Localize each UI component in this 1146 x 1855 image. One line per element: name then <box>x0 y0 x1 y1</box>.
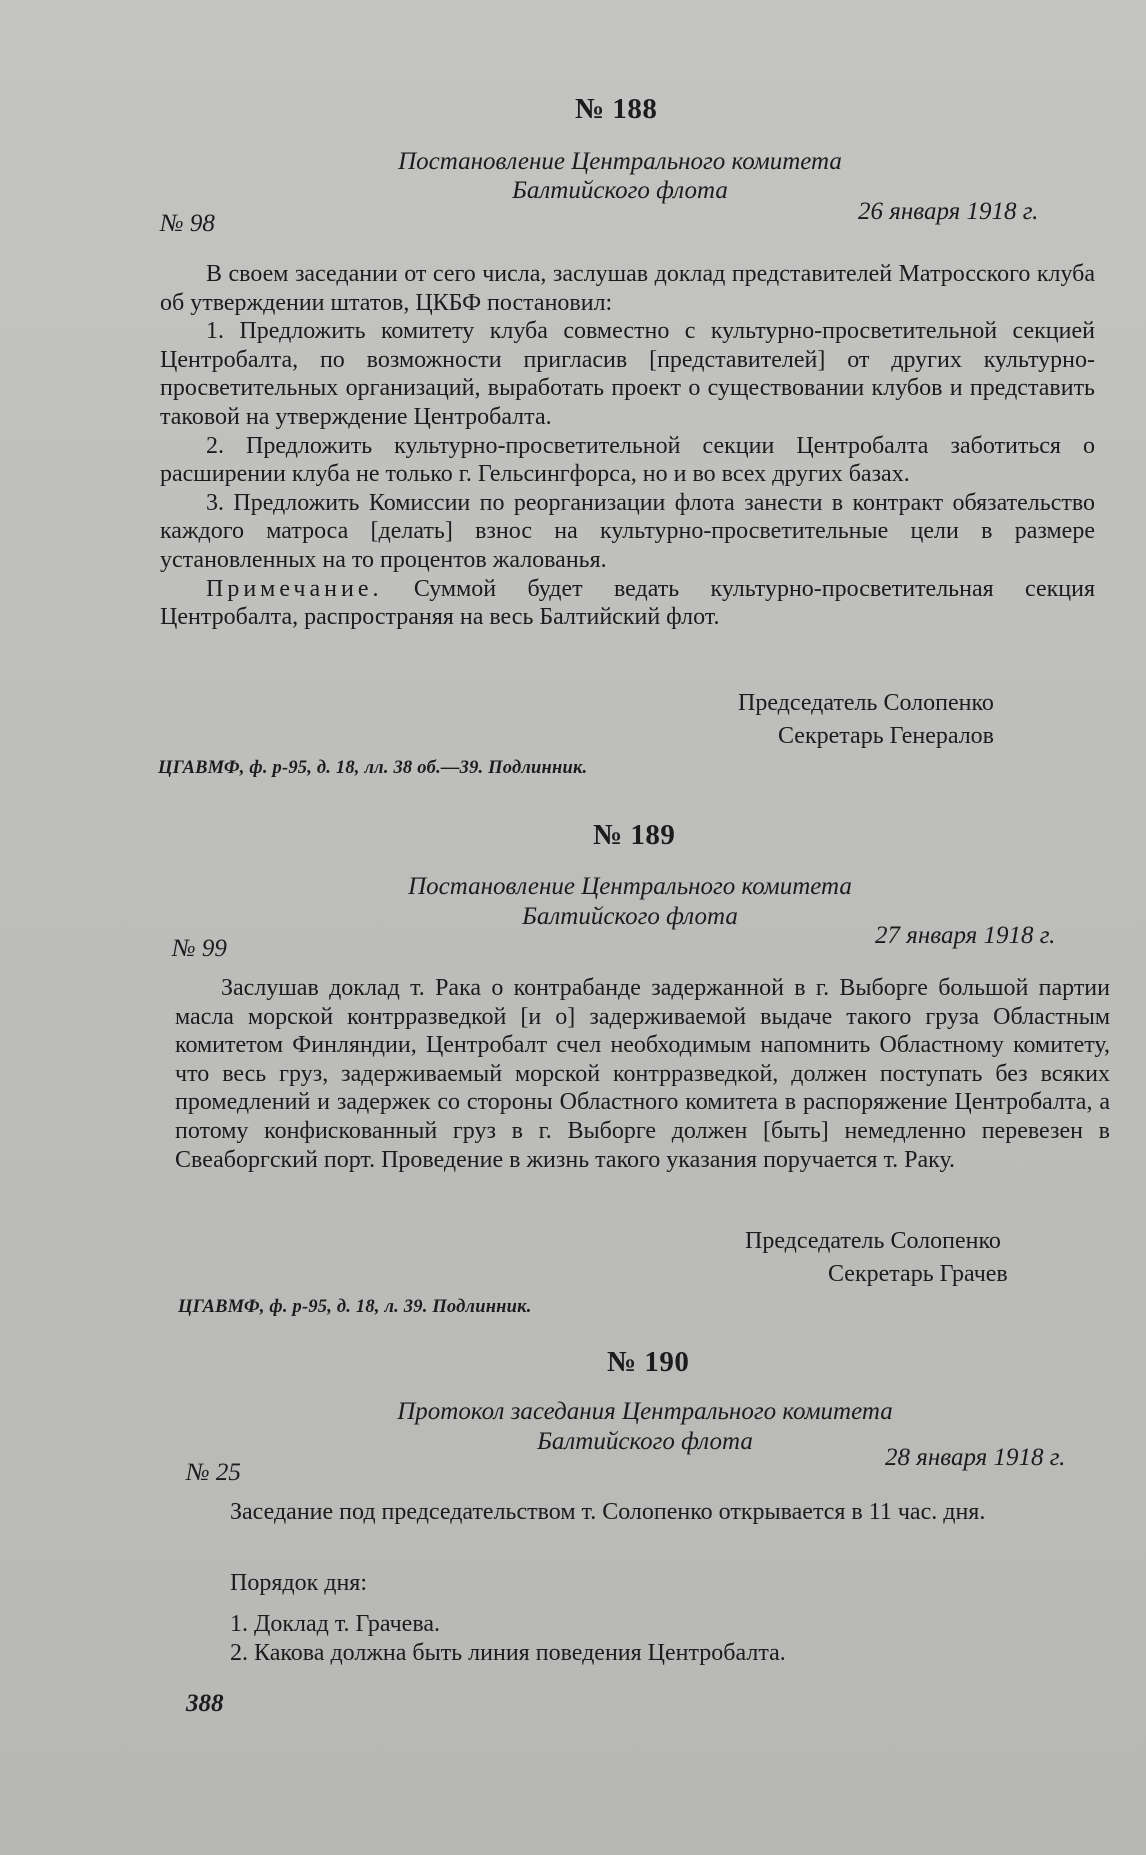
secretary-signature: Секретарь Генералов <box>778 723 995 749</box>
note-text: Суммой будет ведать культурно-просветительная секция Центробалта, распространяя на весь Балтийский флот. <box>160 575 1095 631</box>
doc-number: № 189 <box>593 819 676 851</box>
doc-body <box>175 974 1110 1174</box>
paragraph: В своем заседании от сего числа, заслушав доклад представителей Матросского клуба об утверждении штатов, ЦКБФ постановил: <box>160 261 1095 316</box>
paragraph: 2. Предложить культурно-просветительной секции Центробалта заботиться о расширении клуба не только г. Гельсингфорса, но и во всех других базах. <box>160 432 1095 488</box>
agenda-item: 1. Доклад т. Грачева. <box>230 1611 440 1637</box>
doc-number: № 188 <box>575 93 658 125</box>
agenda-item: 2. Какова должна быть линия поведения Центробалта. <box>230 1639 786 1666</box>
doc-registration-number: № 98 <box>160 210 215 237</box>
agenda-label: Порядок дня: <box>230 1570 368 1596</box>
paragraph: Заседание под председательством т. Солопенко открывается в 11 час. дня. <box>230 1499 986 1525</box>
note-label: Примечание. <box>206 575 383 602</box>
paragraph: 1. Предложить комитету клуба совместно с культурно-просветительной секцией Центробалта, по возможности пригласив [представителей] от других культурно-просветительных организаций, выработать проект о существовании клубов и представить таковой на утверждение Центробалта. <box>160 318 1095 430</box>
doc-number: № 190 <box>607 1346 690 1378</box>
paragraph: Заслушав доклад т. Рака о контрабанде задержанной в г. Выборге большой партии масла морской контрразведкой [и о] задерживаемой выдаче такого груза Областным комитетом Финляндии, Центробалт счел необходимым напомнить Областному комитету, что весь груз, задерживаемый морской контрразведкой, должен поступать без всяких промедлений и задержек со стороны Областного комитета в распоряжение Центробалта, а потому конфискованный груз в г. Выборге должен [быть] немедленно перевезен в Свеаборгский порт. Проведение в жизнь такого указания поручается т. Раку. <box>175 975 1110 1173</box>
doc-date: 26 января 1918 г. <box>858 198 1039 225</box>
doc-title-line2: Балтийского флота <box>537 1428 753 1455</box>
doc-title-line1: Постановление Центрального комитета <box>408 873 852 900</box>
agenda-list <box>230 1610 1090 1667</box>
page-number: 388 <box>186 1690 224 1717</box>
doc-body <box>160 260 1095 632</box>
chairman-signature: Председатель Солопенко <box>745 1228 1001 1254</box>
note-paragraph <box>160 575 1095 632</box>
doc-registration-number: № 25 <box>186 1459 241 1486</box>
doc-date: 28 января 1918 г. <box>885 1444 1066 1471</box>
doc-date: 27 января 1918 г. <box>875 922 1056 949</box>
archive-source: ЦГАВМФ, ф. р-95, д. 18, л. 39. Подлинник. <box>178 1297 532 1317</box>
doc-registration-number: № 99 <box>172 935 227 962</box>
chairman-signature: Председатель Солопенко <box>738 690 994 716</box>
doc-title-line1: Протокол заседания Центрального комитета <box>397 1398 893 1425</box>
doc-title-line2: Балтийского флота <box>522 903 738 930</box>
doc-body <box>184 1498 1114 1527</box>
paragraph: 3. Предложить Комиссии по реорганизации флота занести в контракт обязательство каждого матроса [делать] взнос на культурно-просветительные цели в размере установленных на то процентов жалованья. <box>160 489 1095 573</box>
doc-title-line1: Постановление Центрального комитета <box>398 148 842 175</box>
archive-source: ЦГАВМФ, ф. р-95, д. 18, лл. 38 об.—39. Подлинник. <box>158 758 588 778</box>
doc-title-line2: Балтийского флота <box>512 177 728 204</box>
secretary-signature: Секретарь Грачев <box>828 1261 1008 1287</box>
